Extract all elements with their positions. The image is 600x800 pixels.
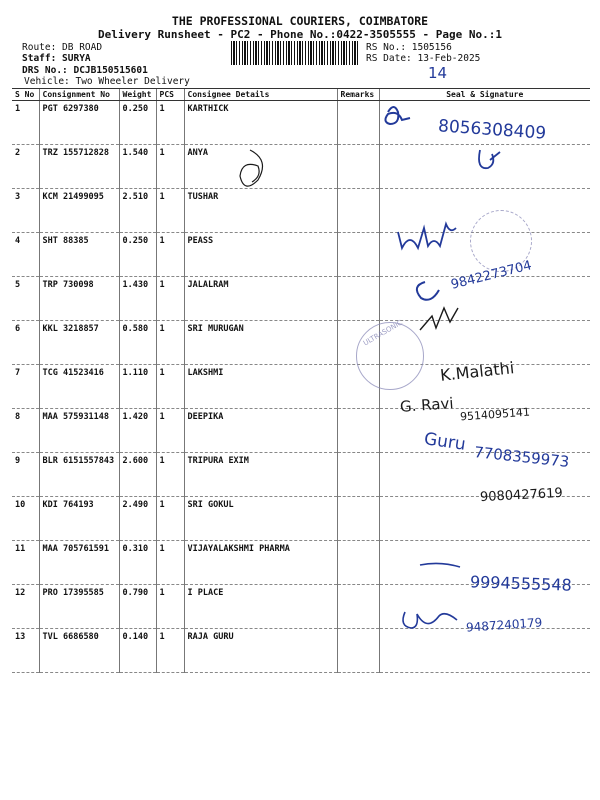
ultrasonic-seal-stamp (356, 318, 424, 390)
handwritten-phone-5: 9842273704 (449, 258, 534, 293)
staff-label: Staff: SURYA (22, 53, 91, 64)
table-row (12, 629, 590, 673)
handwritten-count: 14 (428, 64, 448, 82)
cell-sno: 4 (12, 233, 39, 277)
header-sno: S No (12, 89, 39, 101)
cell-pcs: 1 (156, 585, 184, 629)
barcode (231, 41, 359, 65)
handwritten-phone-9: 7708359973 (473, 443, 571, 471)
cell-consignment: TVL 6686580 (39, 629, 119, 673)
table-header-row (12, 89, 590, 101)
cell-pcs: 1 (156, 277, 184, 321)
cell-weight: 0.790 (119, 585, 156, 629)
cell-remarks (337, 101, 379, 145)
handwritten-phone-12: 9994555548 (469, 572, 573, 595)
cell-consignment: KKL 3218857 (39, 321, 119, 365)
cell-consignee: ANYA (184, 145, 337, 189)
cell-sno: 8 (12, 409, 39, 453)
rs-number: RS No.: 1505156 (366, 42, 452, 53)
header-consignee: Consignee Details (184, 89, 337, 101)
cell-consignee: SRI GOKUL (184, 497, 337, 541)
cell-consignment: MAA 575931148 (39, 409, 119, 453)
cell-pcs: 1 (156, 629, 184, 673)
table-row (12, 145, 590, 189)
handwritten-name-7: K.Malathi (439, 358, 516, 385)
cell-pcs: 1 (156, 365, 184, 409)
cell-sno: 13 (12, 629, 39, 673)
cell-remarks (337, 585, 379, 629)
cell-pcs: 1 (156, 409, 184, 453)
cell-consignee: VIJAYALAKSHMI PHARMA (184, 541, 337, 585)
cell-consignment: TCG 41523416 (39, 365, 119, 409)
cell-remarks (337, 497, 379, 541)
runsheet-subtitle: Delivery Runsheet - PC2 - Phone No.:0422-3505555 - Page No.:1 (98, 28, 502, 41)
cell-consignee: TUSHAR (184, 189, 337, 233)
cell-sno: 5 (12, 277, 39, 321)
handwritten-name-9: Guru (422, 429, 467, 455)
cell-sno: 2 (12, 145, 39, 189)
cell-consignment: MAA 705761591 (39, 541, 119, 585)
header-pcs: PCS (156, 89, 184, 101)
vehicle-label: Vehicle: Two Wheeler Delivery (24, 76, 190, 87)
rs-date: RS Date: 13-Feb-2025 (366, 53, 481, 64)
cell-weight: 2.600 (119, 453, 156, 497)
cell-remarks (337, 453, 379, 497)
table-row (12, 277, 590, 321)
cell-consignee: I PLACE (184, 585, 337, 629)
cell-signature (379, 145, 590, 189)
cell-pcs: 1 (156, 189, 184, 233)
cell-weight: 1.430 (119, 277, 156, 321)
stamp-text: ULTRASONIC (361, 318, 404, 348)
header-consignment: Consignment No (39, 89, 119, 101)
cell-sno: 9 (12, 453, 39, 497)
cell-pcs: 1 (156, 145, 184, 189)
cell-weight: 0.580 (119, 321, 156, 365)
table-row (12, 321, 590, 365)
handwritten-phone-1: 8056308409 (437, 116, 547, 144)
cell-consignee: RAJA GURU (184, 629, 337, 673)
cell-sno: 1 (12, 101, 39, 145)
cell-pcs: 1 (156, 321, 184, 365)
cell-consignee: JALALRAM (184, 277, 337, 321)
cell-sno: 3 (12, 189, 39, 233)
cell-remarks (337, 409, 379, 453)
cell-remarks (337, 629, 379, 673)
cell-consignee: DEEPIKA (184, 409, 337, 453)
header-remarks: Remarks (337, 89, 379, 101)
cell-sno: 7 (12, 365, 39, 409)
cell-consignment: TRZ 155712828 (39, 145, 119, 189)
cell-consignee: PEASS (184, 233, 337, 277)
cell-pcs: 1 (156, 233, 184, 277)
cell-sno: 12 (12, 585, 39, 629)
cell-signature (379, 629, 590, 673)
cell-weight: 0.140 (119, 629, 156, 673)
cell-weight: 2.490 (119, 497, 156, 541)
handwritten-name-8: G. Ravi (399, 394, 455, 416)
cell-remarks (337, 233, 379, 277)
company-title: THE PROFESSIONAL COURIERS, COIMBATORE (171, 14, 429, 28)
cell-remarks (337, 189, 379, 233)
cell-remarks (337, 541, 379, 585)
handwritten-phone-8: 9514095141 (459, 405, 531, 424)
cell-pcs: 1 (156, 497, 184, 541)
cell-remarks (337, 145, 379, 189)
handwritten-phone-13: 9487240179 (465, 615, 543, 635)
cell-weight: 2.510 (119, 189, 156, 233)
cell-consignment: KDI 764193 (39, 497, 119, 541)
cell-consignee: SRI MURUGAN (184, 321, 337, 365)
cell-sno: 10 (12, 497, 39, 541)
cell-weight: 1.420 (119, 409, 156, 453)
cell-consignment: PRO 17395585 (39, 585, 119, 629)
header-weight: Weight (119, 89, 156, 101)
route-label: Route: DB ROAD (22, 42, 103, 53)
cell-weight: 0.310 (119, 541, 156, 585)
cell-pcs: 1 (156, 453, 184, 497)
cell-weight: 1.110 (119, 365, 156, 409)
cell-consignment: KCM 21499095 (39, 189, 119, 233)
cell-consignment: BLR 6151557843 (39, 453, 119, 497)
cell-consignee: TRIPURA EXIM (184, 453, 337, 497)
cell-sno: 11 (12, 541, 39, 585)
cell-consignee: LAKSHMI (184, 365, 337, 409)
cell-consignee: KARTHICK (184, 101, 337, 145)
cell-weight: 1.540 (119, 145, 156, 189)
cell-pcs: 1 (156, 101, 184, 145)
cell-pcs: 1 (156, 541, 184, 585)
drs-label: DRS No.: DCJB150515601 (22, 65, 148, 76)
cell-sno: 6 (12, 321, 39, 365)
cell-weight: 0.250 (119, 101, 156, 145)
cell-consignment: PGT 6297380 (39, 101, 119, 145)
handwritten-phone-10: 9080427619 (479, 485, 564, 506)
header-signature: Seal & Signature (379, 89, 590, 101)
cell-consignment: SHT 88385 (39, 233, 119, 277)
cell-remarks (337, 277, 379, 321)
cell-weight: 0.250 (119, 233, 156, 277)
cell-consignment: TRP 730098 (39, 277, 119, 321)
